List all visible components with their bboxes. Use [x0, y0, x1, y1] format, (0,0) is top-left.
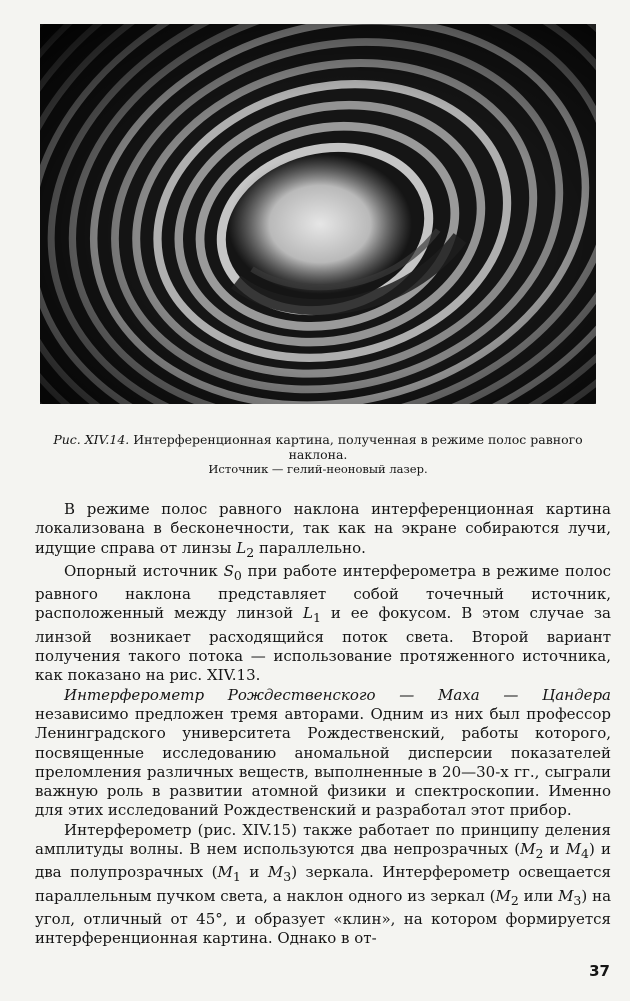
text-run: Интерферометр Рождественского — Маха — Цандера — [64, 685, 611, 704]
paragraph — [35, 500, 611, 562]
text-run: L — [303, 604, 313, 623]
text-run: В режиме полос равного наклона интерференционная картина локализована в бесконечности, так как на экране собираются лучи, идущие справа от линзы — [35, 500, 611, 557]
text-run: параллельно. — [254, 538, 366, 557]
interference-pattern-photo — [40, 24, 596, 404]
text-run: и ее фокусом. В этом случае за линзой возникает расходящийся поток света. Второй вариант получения такого потока — использование протяженного источника, как показано на рис. XIV.13. — [35, 604, 611, 685]
figure-caption — [40, 432, 596, 477]
text-run: и — [240, 863, 268, 882]
text-run: ) на угол, отличный от 45°, и образует «клин», на котором формируется интерференционная картина. Однако в от- — [35, 886, 612, 948]
figure-caption-text: Интерференционная картина, полученная в режиме полос равного наклона. — [133, 432, 583, 462]
figure-source-note: Источник — гелий-неоновый лазер. — [208, 462, 428, 476]
text-run: M — [495, 886, 511, 905]
text-run: ) и два полупрозрачных ( — [35, 840, 611, 882]
text-run: S — [223, 561, 234, 580]
paragraph — [35, 562, 611, 686]
page-number: 37 — [589, 962, 610, 980]
text-run: при работе интерферометра в режиме полос равного наклона представляет собой точечный источник, расположенный между линзой — [35, 561, 611, 623]
text-run: 0 — [233, 567, 242, 583]
text-run: 4 — [581, 846, 589, 862]
text-run: M — [558, 886, 574, 905]
text-run: M — [565, 840, 582, 859]
text-run: Интерферометр (рис. XIV.15) также работает по принципу деления амплитуды волны. В нем используются два непрозрачных ( — [35, 820, 611, 859]
text-run: M — [267, 863, 284, 882]
body-text — [35, 500, 611, 949]
text-run: 1 — [313, 610, 321, 626]
text-run: M — [520, 840, 536, 859]
text-run: Опорный источник — [64, 561, 224, 580]
text-run: или — [518, 886, 559, 905]
text-run: независимо предложен тремя авторами. Одним из них был профессор Ленинградского университета Рождественский, работы которого, посвященные исследованию аномальной дисперсии показателей преломления различных веществ, выполненные в 20—30-х гг., сыграли важную роль в развитии атомной физики и спектроскопии. Именно для этих исследований Рождественский и разработал этот прибор. — [35, 704, 611, 820]
text-run: 2 — [246, 544, 255, 560]
text-run: ) зеркала. Интерферометр освещается параллельным пучком света, а наклон одного из зеркал ( — [35, 863, 611, 905]
interference-fringes-image — [40, 24, 596, 404]
text-run: 2 — [510, 892, 519, 908]
figure-label: Рис. XIV.14. — [53, 432, 130, 447]
text-run: M — [217, 863, 233, 882]
text-run: L — [236, 538, 247, 557]
paragraph — [35, 821, 611, 949]
text-run: 3 — [283, 869, 292, 885]
text-run: 1 — [232, 869, 241, 885]
text-run: 3 — [573, 892, 582, 908]
text-run: 2 — [535, 846, 544, 862]
text-run: и — [543, 840, 566, 859]
paragraph — [35, 686, 611, 821]
